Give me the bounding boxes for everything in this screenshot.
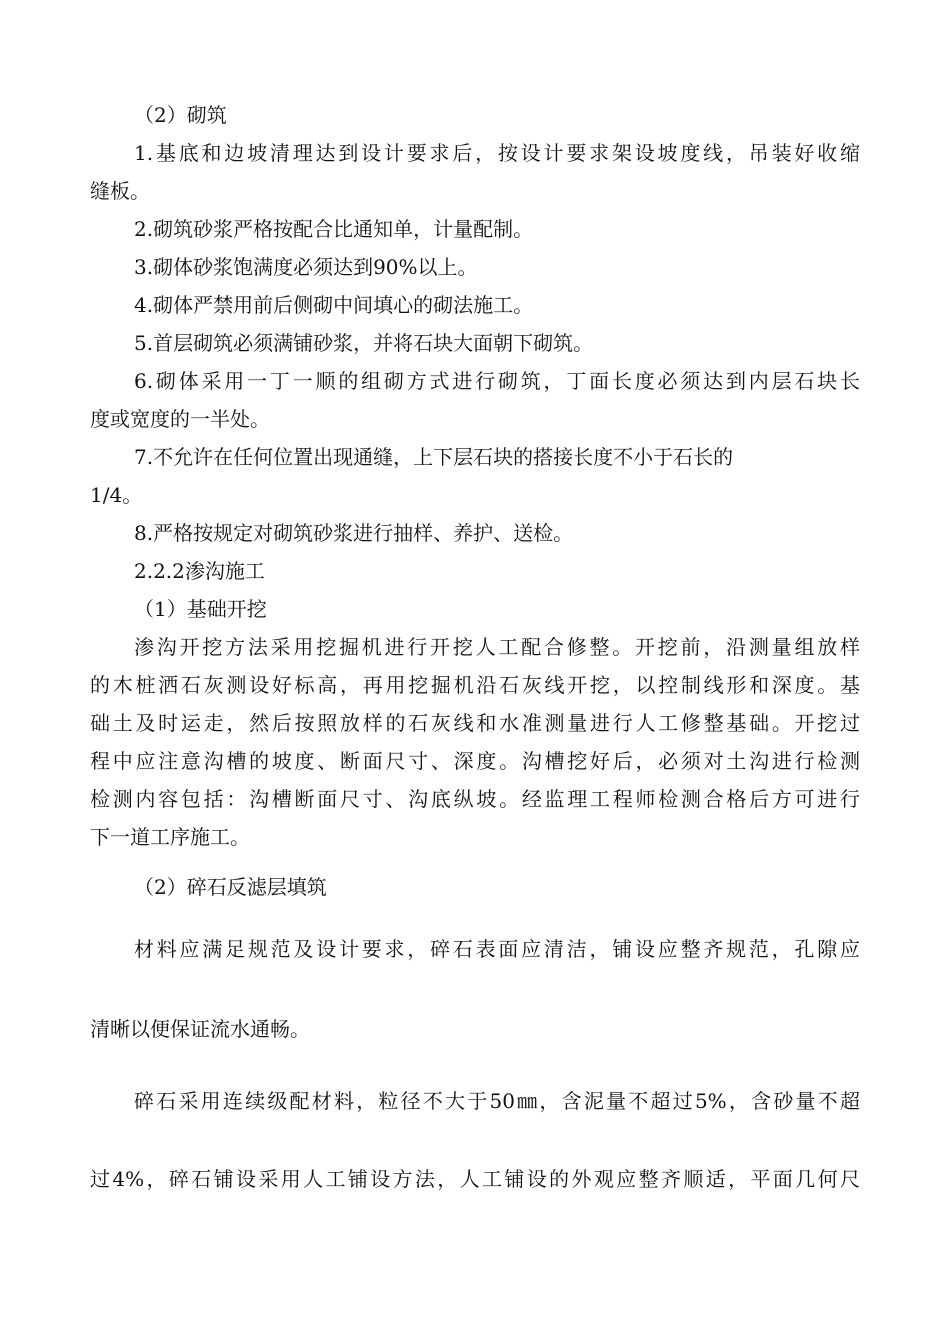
paragraph-excavation-line-6: 下一道工序施工。: [90, 825, 250, 849]
list-item-1: 1.基底和边坡清理达到设计要求后，按设计要求架设坡度线，吊装好收缩: [134, 141, 860, 165]
list-item-6: 6.砌体采用一丁一顺的组砌方式进行砌筑，丁面长度必须达到内层石块长: [134, 369, 860, 393]
paragraph-excavation-line-4: 程中应注意沟槽的坡度、断面尺寸、深度。沟槽挖好后，必须对土沟进行检测: [90, 749, 860, 773]
list-item-2: 2.砌筑砂浆严格按配合比通知单，计量配制。: [134, 217, 534, 241]
list-item-5: 5.首层砌筑必须满铺砂浆，并将石块大面朝下砌筑。: [134, 331, 594, 355]
paragraph-gravel-line-2: 过4%，碎石铺设采用人工铺设方法，人工铺设的外观应整齐顺适，平面几何尺: [90, 1167, 860, 1191]
paragraph-material-line-1: 材料应满足规范及设计要求，碎石表面应清洁，铺设应整齐规范，孔隙应: [134, 937, 860, 961]
paragraph-excavation-line-2: 的木桩洒石灰测设好标高，再用挖掘机沿石灰线开挖，以控制线形和深度。基: [90, 673, 860, 697]
subsection-heading-excavation: （1）基础开挖: [134, 597, 267, 621]
list-item-7-continued: 1/4。: [90, 483, 143, 507]
section-heading-seepage-ditch: 2.2.2渗沟施工: [134, 559, 265, 583]
section-heading-masonry: （2）砌筑: [134, 103, 227, 127]
list-item-6-continued: 度或宽度的一半处。: [90, 407, 270, 431]
list-item-8: 8.严格按规定对砌筑砂浆进行抽样、养护、送检。: [134, 521, 574, 545]
paragraph-material-line-2: 清晰以便保证流水通畅。: [90, 1017, 310, 1041]
paragraph-excavation-line-5: 检测内容包括：沟槽断面尺寸、沟底纵坡。经监理工程师检测合格后方可进行: [90, 787, 860, 811]
list-item-1-continued: 缝板。: [90, 179, 150, 203]
paragraph-excavation-line-3: 础土及时运走，然后按照放样的石灰线和水准测量进行人工修整基础。开挖过: [90, 711, 860, 735]
subsection-heading-filter-layer: （2）碎石反滤层填筑: [134, 875, 327, 899]
list-item-4: 4.砌体严禁用前后侧砌中间填心的砌法施工。: [134, 293, 534, 317]
list-item-3: 3.砌体砂浆饱满度必须达到90%以上。: [134, 255, 478, 279]
paragraph-gravel-line-1: 碎石采用连续级配材料，粒径不大于50㎜，含泥量不超过5%，含砂量不超: [134, 1089, 860, 1113]
list-item-7: 7.不允许在任何位置出现通缝，上下层石块的搭接长度不小于石长的: [134, 445, 734, 469]
paragraph-excavation-line-1: 渗沟开挖方法采用挖掘机进行开挖人工配合修整。开挖前，沿测量组放样: [134, 635, 860, 659]
